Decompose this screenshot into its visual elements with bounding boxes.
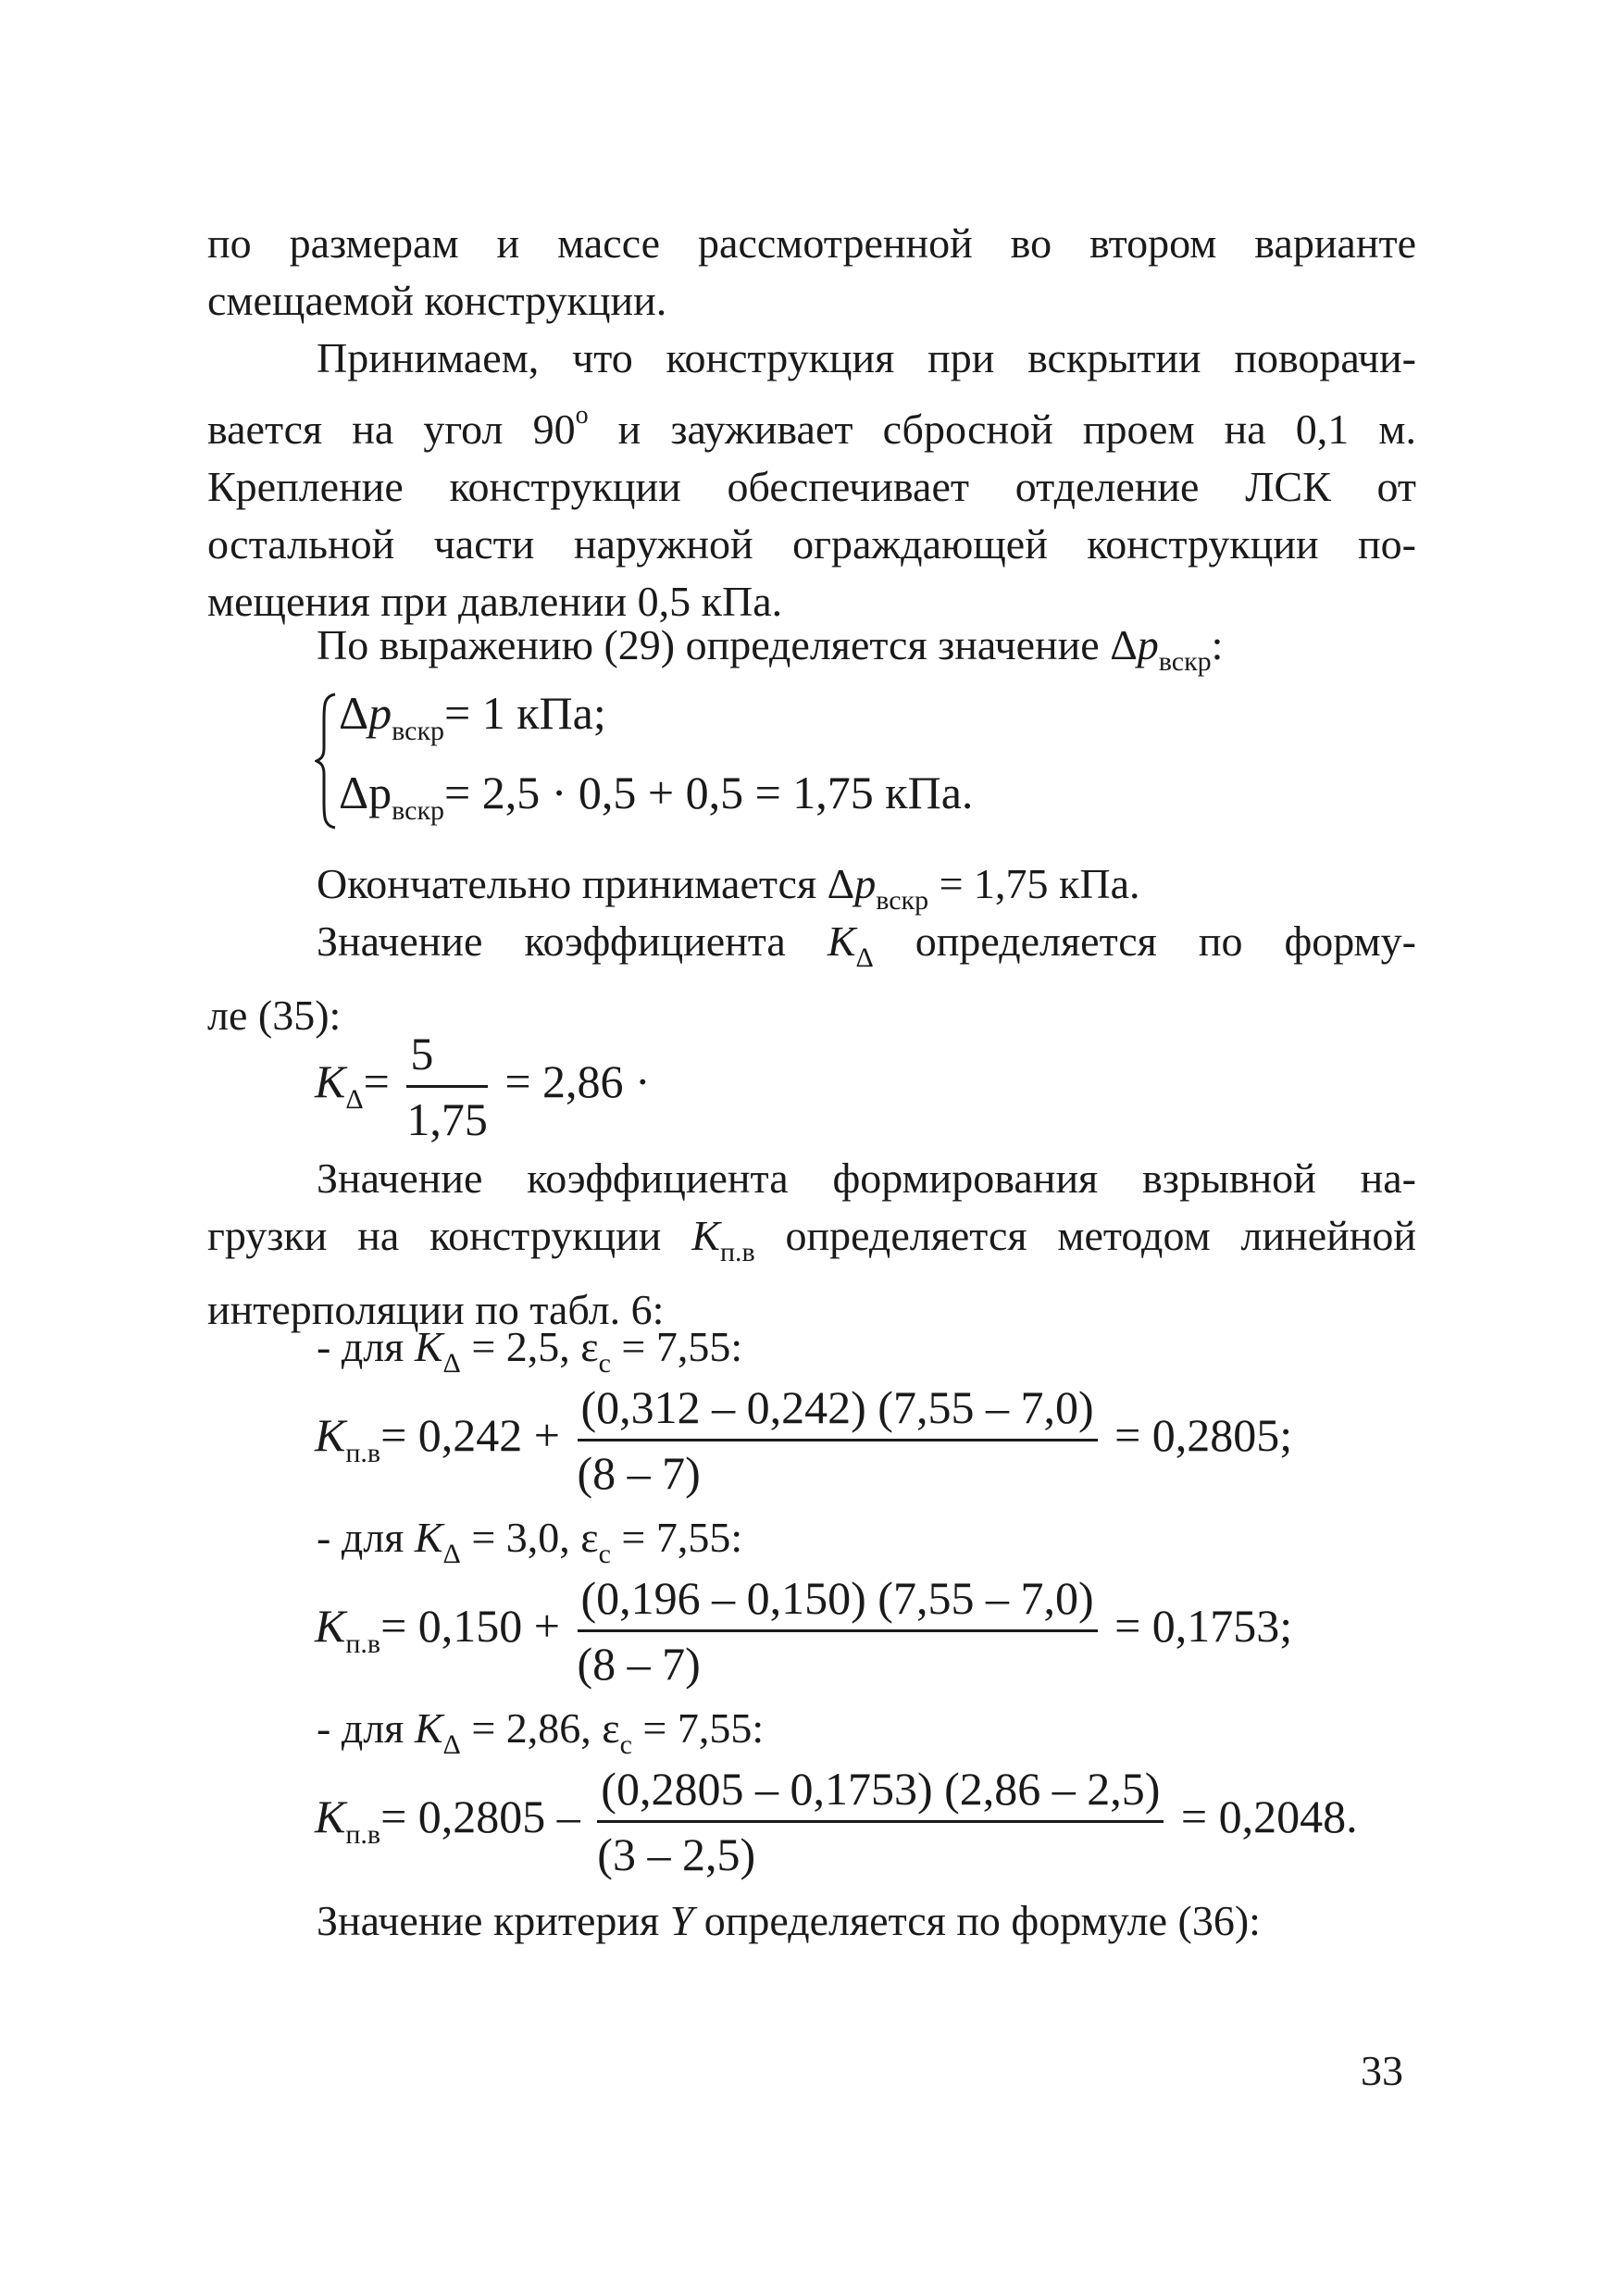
case-1-eq-subscript: п.в [345,1437,381,1468]
k-delta-equation [315,1026,651,1147]
kdelta-denominator: 1,75 [406,1093,488,1145]
paragraph-5-line-2: ле (35): [207,992,342,1039]
k-subscript: Δ [855,942,874,973]
paragraph-6-line-1: Значение коэффициента формирования взрывной на- [317,1154,1416,1202]
case-2-fraction [578,1570,1098,1691]
case-2-label-text: - для [317,1514,415,1561]
k-symbol: K [827,917,856,965]
case-3-k-subscript: Δ [442,1729,461,1760]
kdelta-subscript: Δ [345,1083,364,1115]
case-1-fraction [578,1379,1098,1501]
paragraph-6-line-3: интерполяции по табл. 6: [207,1286,665,1333]
paragraph-2-line-1: Принимаем, что конструкция при вскрытии поворачи- [317,334,1416,381]
paragraph-2 [207,330,1416,630]
case-3-label-text: - для [317,1704,415,1752]
row2-rhs: = 2,5 · 0,5 + 0,5 = 1,75 кПа. [444,767,974,818]
case-3-numerator: (0,2805 – 0,1753) (2,86 – 2,5) [597,1761,1164,1823]
paragraph-6-text: грузки на конструкции [207,1212,692,1259]
page-number: 33 [1361,2047,1403,2094]
case-2-lhs: = 0,150 + [380,1599,560,1652]
case-1-label-text: - для [317,1323,415,1370]
paragraph-7-line [207,1892,1416,1950]
paragraph-5-line-1 [207,913,1416,987]
case-1-eq-k: K [315,1408,346,1461]
paragraph-5 [207,913,1416,1044]
paragraph-5-text: Значение коэффициента [317,917,828,965]
paragraph-4-value: = 1,75 кПа. [928,860,1140,907]
case-1-result: = 0,2805; [1114,1408,1293,1461]
case-3-eps-value: = 7,55: [631,1704,765,1752]
kdelta-equals: = [363,1054,390,1107]
case-2-denominator: (8 – 7) [577,1638,701,1690]
case-3-equation [315,1761,1358,1882]
delta-symbol: Δ [827,860,855,907]
row1-rhs: = 1 кПа; [444,687,606,739]
case-1-denominator: (8 – 7) [577,1447,701,1499]
case-2-eps-value: = 7,55: [610,1514,743,1561]
paragraph-1-line-1: по размерам и массе рассмотренной во втором варианте [207,219,1416,267]
degree-mark: о [575,401,589,430]
case-3-k: K [414,1704,443,1752]
paragraph-3-text: По выражению (29) определяется значение [317,621,1111,668]
case-1-equation [315,1379,1292,1501]
paragraph-2-line-2 [207,387,1416,458]
case-2-k: K [414,1514,443,1561]
case-3-denominator: (3 – 2,5) [597,1828,756,1880]
case-1-lhs: = 0,242 + [380,1408,560,1461]
case-2-k-subscript: Δ [442,1539,461,1569]
row1-subscript: вскр [392,716,445,746]
paragraph-3-line [207,617,1416,691]
kdelta-numerator: 5 [406,1026,488,1088]
case-3-eq-subscript: п.в [345,1818,381,1850]
case-2-numerator: (0,196 – 0,150) (7,55 – 7,0) [578,1570,1098,1632]
case-3-eps-subscript: с [619,1729,632,1760]
case-1-eps-value: = 7,55: [610,1323,743,1370]
kdelta-fraction [406,1026,488,1147]
case-3-fraction [597,1761,1164,1882]
paragraph-7-text: Значение критерия [317,1897,670,1944]
p-symbol: p [1137,621,1159,668]
case-1-eps-subscript: с [598,1348,611,1379]
case-1-values: = 2,5, ε [460,1323,599,1370]
kdelta-k: K [315,1054,346,1107]
left-brace-icon [315,693,337,830]
p-symbol: p [854,860,877,907]
paragraph-6-rest: определяется методом линейной [754,1212,1416,1259]
delta-symbol: Δ [1110,621,1138,668]
case-2-values: = 3,0, ε [460,1514,599,1561]
case-2-eq-subscript: п.в [345,1628,381,1659]
colon: : [1211,621,1224,668]
system-row-2 [339,765,973,839]
p-subscript: вскр [876,885,929,916]
case-2-result: = 0,1753; [1114,1599,1293,1652]
paragraph-6 [207,1150,1416,1339]
paragraph-1 [207,215,1416,330]
paragraph-2-line-3: Крепление конструкции обеспечивает отделение ЛСК от [207,463,1416,510]
p-subscript: вскр [1158,646,1212,677]
paragraph-3 [207,617,1416,691]
case-1-numerator: (0,312 – 0,242) (7,55 – 7,0) [578,1379,1098,1441]
y-symbol: Y [669,1897,694,1944]
row1-delta: Δ [339,687,369,739]
case-3-eq-k: K [315,1790,346,1842]
case-1-k-subscript: Δ [442,1348,461,1379]
paragraph-2-line-2-rest: и зауживает сбросной проем на 0,1 м. [588,406,1416,453]
paragraph-5-rest: определяется по форму- [873,917,1416,965]
paragraph-1-line-2: смещаемой конструкции. [207,277,667,324]
case-3-values: = 2,86, ε [460,1704,620,1752]
paragraph-7-rest: определяется по формуле (36): [693,1897,1261,1944]
kdelta-result: = 2,86 · [504,1054,651,1107]
paragraph-4-text: Окончательно принимается [317,860,828,907]
system-row-1 [339,685,606,759]
paragraph-2-line-4: остальной части наружной ограждающей конструкции по- [207,520,1416,568]
paragraph-6-line-2 [207,1207,1416,1281]
kpv-subscript: п.в [719,1237,755,1267]
case-1-k: K [414,1323,443,1370]
row2-lhs: Δр [339,767,392,818]
case-3-result: = 0,2048. [1180,1790,1358,1842]
paragraph-7 [207,1892,1416,1950]
case-2-equation [315,1570,1292,1691]
case-2-eq-k: K [315,1599,346,1652]
paragraph-2-line-2-text: вается на угол 90 [207,406,576,453]
row2-subscript: вскр [392,795,445,826]
case-3-lhs: = 0,2805 – [380,1790,580,1842]
case-2-eps-subscript: с [598,1539,611,1569]
kpv-symbol: K [691,1212,720,1259]
row1-p: p [368,687,392,739]
paragraph-2-line-5: мещения при давлении 0,5 кПа. [207,578,783,625]
